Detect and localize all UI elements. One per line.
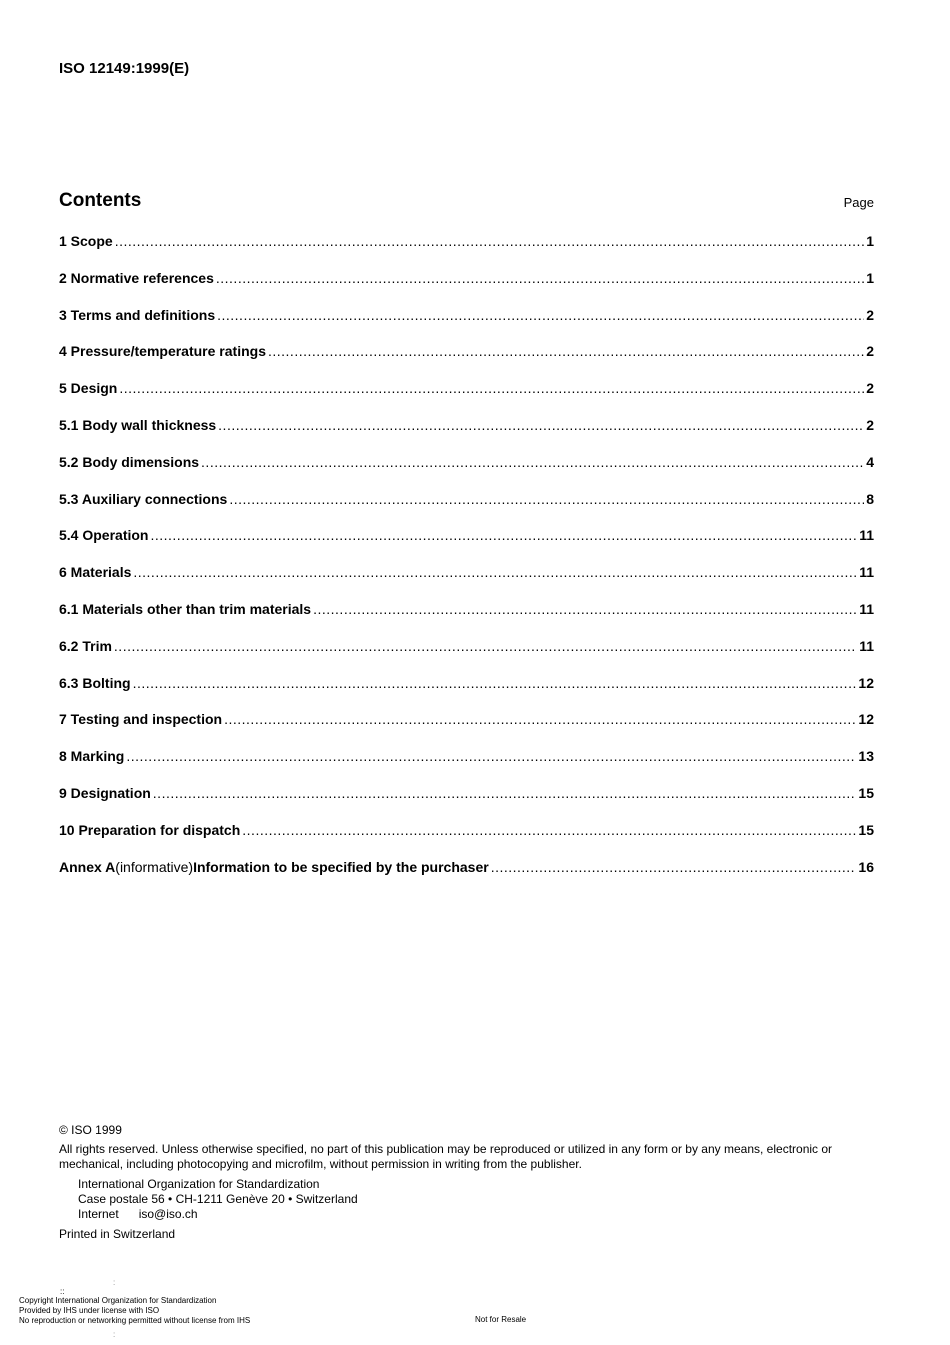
not-for-resale: Not for Resale — [475, 1315, 527, 1324]
toc-entry[interactable]: 5.1 Body wall thickness ..... 2 — [59, 417, 874, 454]
toc-entry[interactable]: 6.2 Trim ..... 11 — [59, 638, 874, 675]
toc-entry[interactable]: 5.2 Body dimensions ..... 4 — [59, 454, 874, 491]
annex-type: (informative) — [115, 858, 194, 875]
toc-entry[interactable]: 5.4 Operation ..... 11 — [59, 527, 874, 564]
toc-entry[interactable]: 7 Testing and inspection ..... 12 — [59, 711, 874, 748]
toc-entry[interactable]: 3 Terms and definitions ..... 2 — [59, 307, 874, 344]
annex-page: 16 — [858, 858, 874, 875]
annex-title: Information to be specified by the purchaser — [193, 858, 489, 875]
rights-statement: All rights reserved. Unless otherwise specified, no part of this publication may be reproduced or utilized in any form or by any means, electronic or mechanical, including photocopying and microfilm, without permission in writing from the publisher. — [59, 1142, 833, 1171]
contents-title: Contents — [59, 190, 142, 211]
toc-entry[interactable]: 6.1 Materials other than trim materials ..... 11 — [59, 601, 874, 638]
toc-entry[interactable]: 4 Pressure/temperature ratings ..... 2 — [59, 343, 874, 380]
table-of-contents — [59, 233, 874, 895]
toc-entry[interactable]: 5.3 Auxiliary connections ..... 8 — [59, 491, 874, 528]
annex-prefix: Annex A — [59, 858, 116, 875]
toc-entry-annex-a[interactable] — [59, 859, 874, 896]
toc-entry[interactable]: 9 Designation ..... 15 — [59, 785, 874, 822]
email-link[interactable]: iso@iso.ch — [138, 1207, 198, 1221]
toc-entry[interactable]: 6 Materials ..... 11 — [59, 564, 874, 601]
toc-entry[interactable]: 5 Design ..... 2 — [59, 380, 874, 417]
postal-address: Case postale 56 • CH-1211 Genève 20 • Switzerland — [78, 1192, 358, 1206]
toc-entry[interactable]: 6.3 Bolting ..... 12 — [59, 675, 874, 712]
footer-vertical-dots: : — [113, 1330, 116, 1339]
toc-entry[interactable]: 1 Scope ..... 1 — [59, 233, 874, 270]
page-column-label: Page — [843, 195, 874, 210]
contents-header — [59, 190, 874, 212]
footer-vertical-dots: : — [113, 1278, 116, 1287]
printed-in: Printed in Switzerland — [59, 1227, 176, 1241]
license-footer: Copyright International Organization for Standardization Provided by IHS under license with ISO No reproduction or networking permitted without license from IHS — [19, 1296, 251, 1325]
internet-line: Internet iso@iso.ch — [78, 1207, 198, 1221]
publisher-address — [59, 1177, 879, 1222]
toc-entry[interactable]: 10 Preparation for dispatch ..... 15 — [59, 822, 874, 859]
org-name: International Organization for Standardization — [78, 1177, 320, 1191]
document-id: ISO 12149:1999(E) — [59, 60, 190, 77]
footer-marker: :: — [60, 1287, 65, 1296]
copyright-line: © ISO 1999 — [59, 1123, 122, 1137]
toc-entry[interactable]: 8 Marking ..... 13 — [59, 748, 874, 785]
toc-entry[interactable]: 2 Normative references ..... 1 — [59, 270, 874, 307]
copyright-block — [59, 1123, 879, 1242]
